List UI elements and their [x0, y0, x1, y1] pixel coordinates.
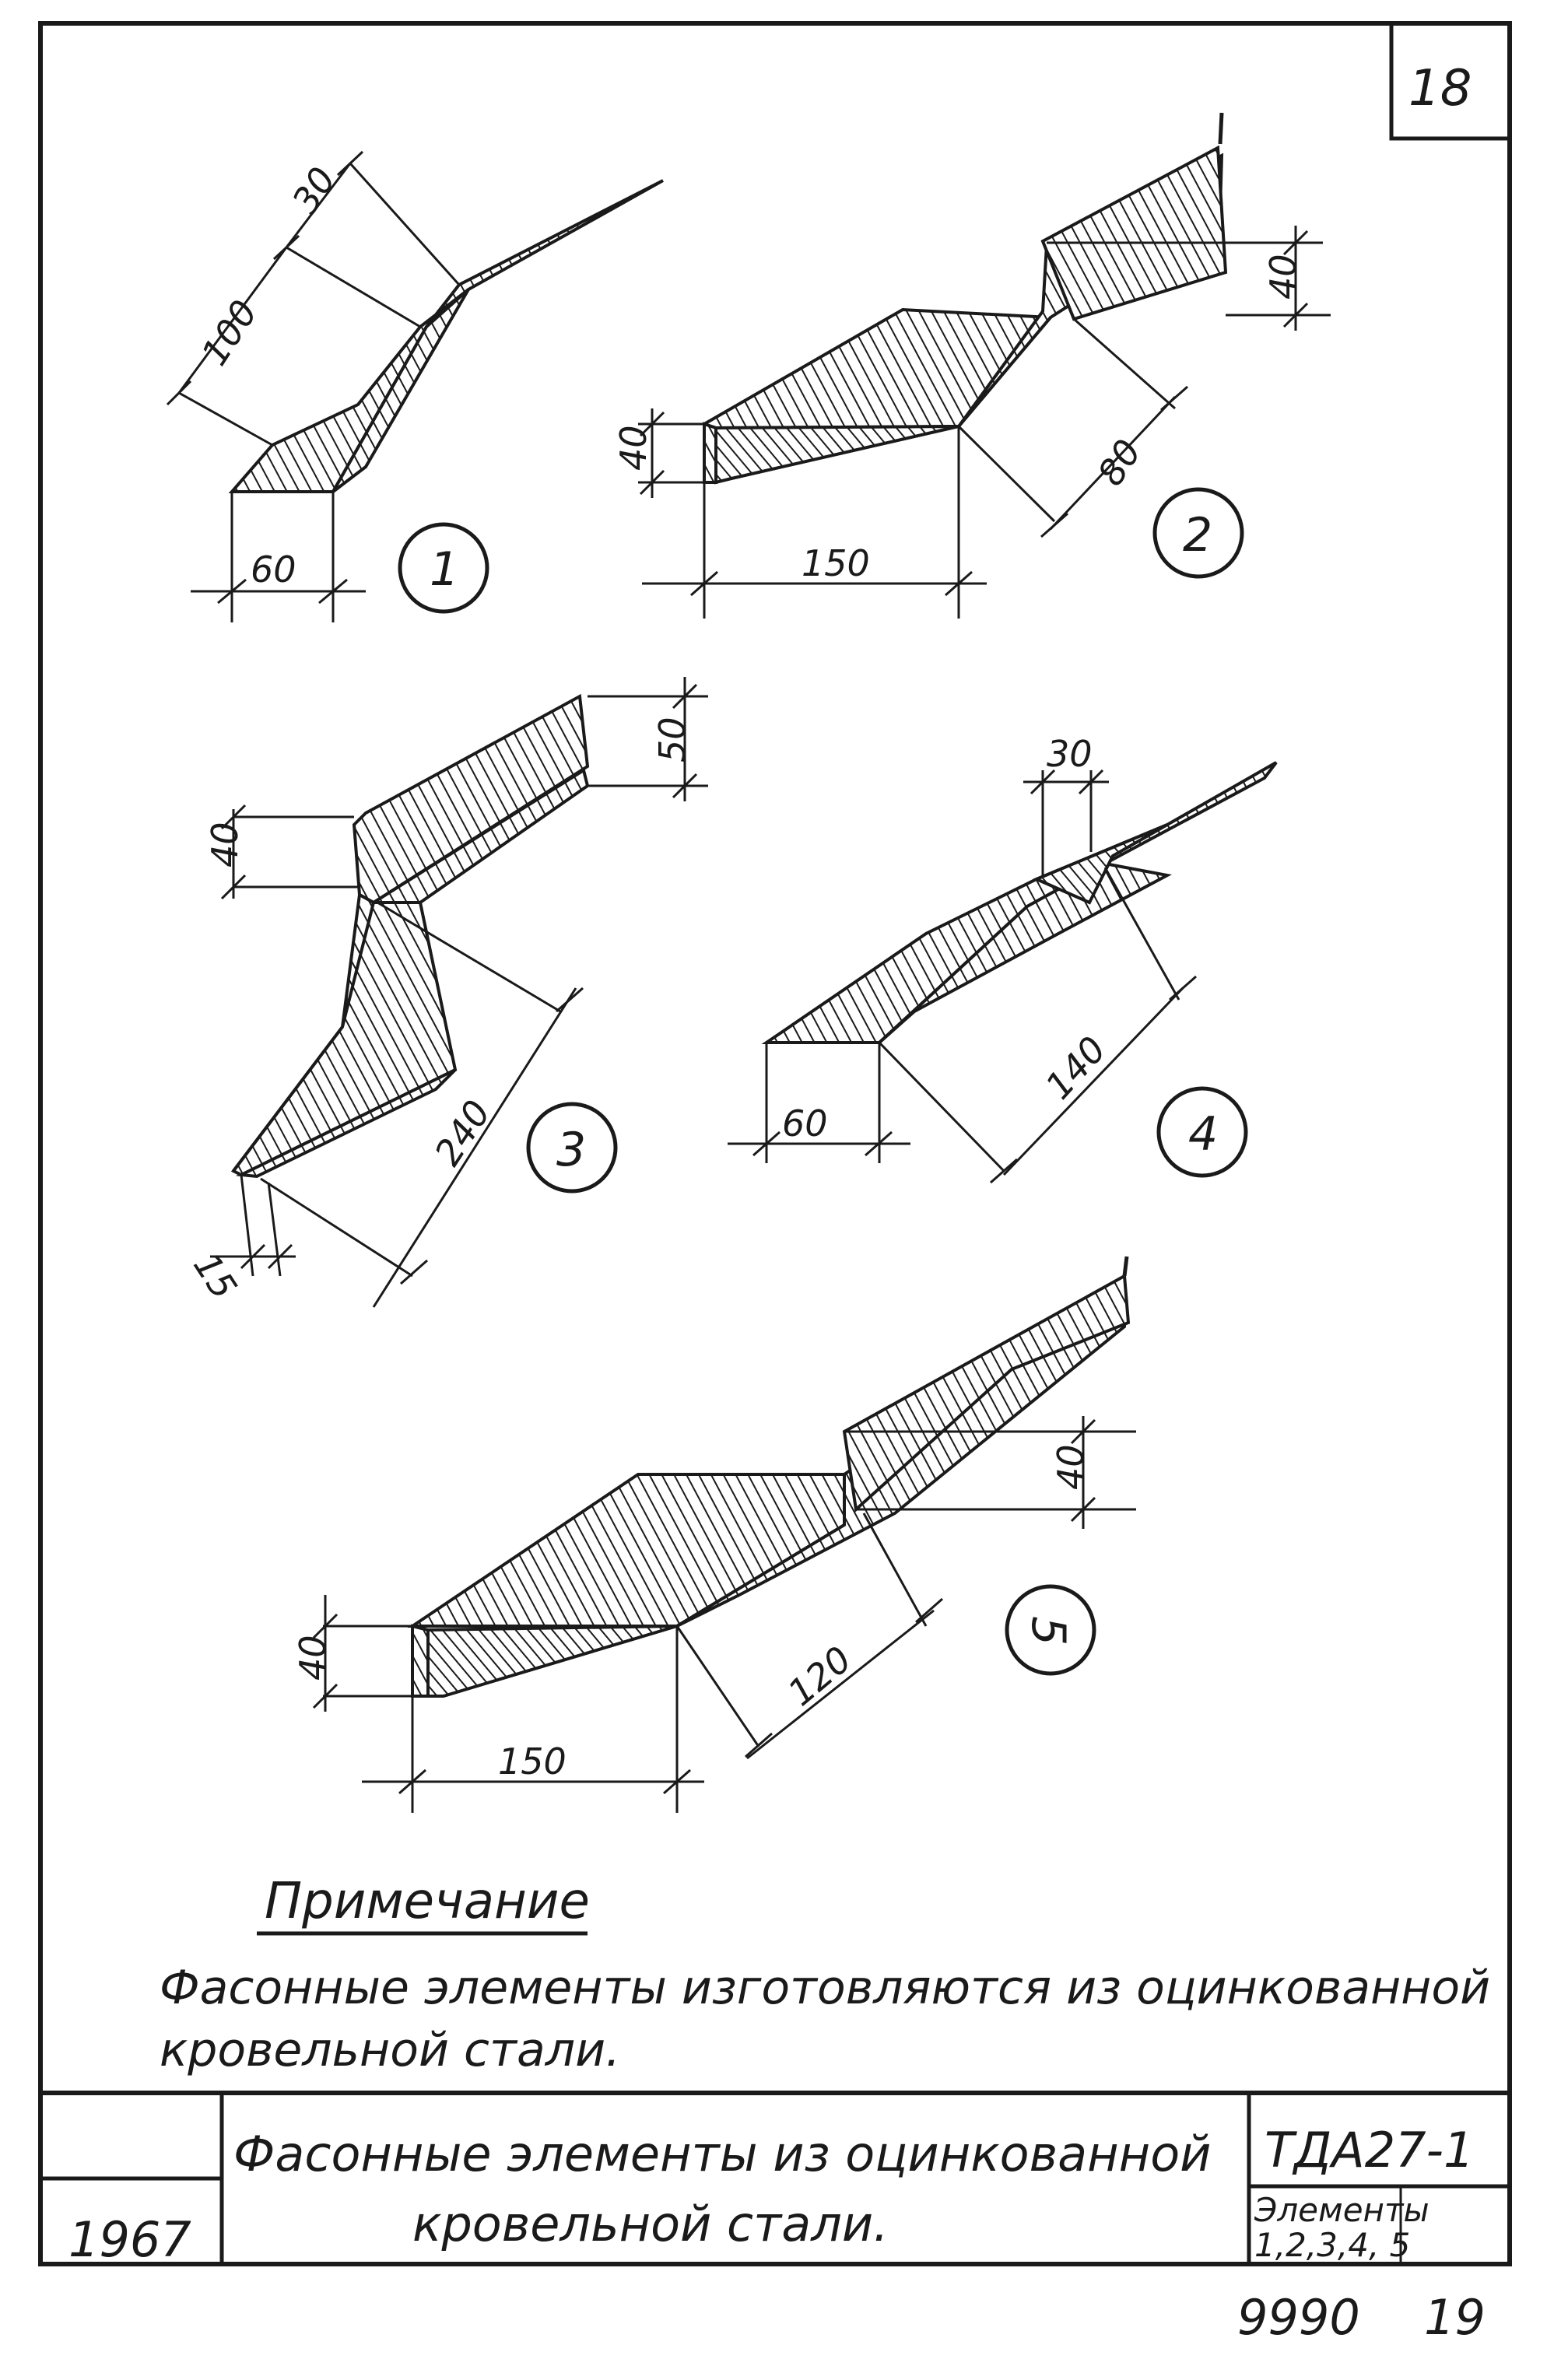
- fig3-dim-15: 15: [185, 1245, 246, 1307]
- figure-1: [167, 152, 663, 622]
- fig4-dim-140: 140: [1037, 1028, 1114, 1108]
- fig2-dim-40-right: 40: [1262, 254, 1304, 300]
- note-line-1: Фасонные элементы изготовляются из оцинкованной: [160, 1961, 1491, 2015]
- fig4-label: 4: [1188, 1107, 1219, 1162]
- fig5-dim-120: 120: [780, 1638, 860, 1715]
- figure-4: [728, 733, 1276, 1183]
- fig3-dim-240: 240: [426, 1092, 499, 1173]
- figure-3: [185, 677, 708, 1307]
- note-title: Примечание: [265, 1873, 590, 1930]
- sheet-number: 18: [1408, 60, 1472, 117]
- title-block-title-2: кровельной стали.: [412, 2196, 889, 2252]
- fig1-dim-60: 60: [251, 549, 296, 591]
- title-block: [40, 2093, 1510, 2268]
- fig3-dim-50: 50: [651, 717, 693, 762]
- fig3-label: 3: [556, 1123, 587, 1177]
- fig4-dim-60: 60: [782, 1102, 828, 1144]
- figure-2: [612, 113, 1331, 619]
- title-block-elements-value: 1,2,3,4, 5: [1254, 2226, 1411, 2264]
- fig2-dim-40-left: 40: [612, 425, 654, 471]
- fig1-label: 1: [430, 542, 460, 597]
- fig5-dim-40-left: 40: [292, 1635, 334, 1681]
- fig5-label: 5: [1021, 1616, 1075, 1646]
- note-line-2: кровельной стали.: [160, 2023, 621, 2077]
- fig5-dim-150: 150: [498, 1740, 567, 1782]
- figure-5: [292, 1257, 1136, 1813]
- sheet-number-box: [1391, 23, 1510, 138]
- footer-right: 19: [1424, 2289, 1486, 2346]
- fig1-dim-30: 30: [283, 159, 344, 221]
- title-block-elements-label: Элементы: [1254, 2191, 1429, 2229]
- note: [160, 1873, 1490, 2077]
- title-block-code: ТДА27-1: [1265, 2122, 1475, 2178]
- footer-left: 9990: [1237, 2289, 1360, 2346]
- fig1-dim-100: 100: [193, 293, 266, 373]
- title-block-year: 1967: [68, 2211, 191, 2268]
- fig5-dim-40-right: 40: [1050, 1444, 1092, 1490]
- fig3-dim-40: 40: [204, 822, 246, 868]
- fig2-label: 2: [1183, 508, 1213, 563]
- fig4-dim-30: 30: [1047, 733, 1093, 775]
- title-block-title-1: Фасонные элементы из оцинкованной: [233, 2126, 1212, 2182]
- fig2-dim-80: 80: [1089, 432, 1149, 493]
- fig2-dim-150: 150: [802, 542, 870, 584]
